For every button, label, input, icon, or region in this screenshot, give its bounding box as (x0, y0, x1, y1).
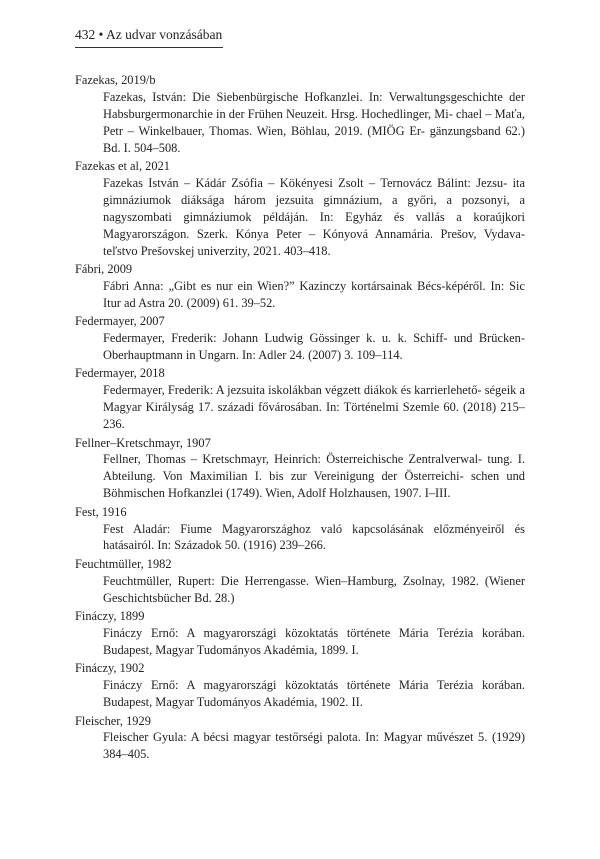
bibliography-list (75, 72, 525, 765)
citation-line: Federmayer, Frederik: Johann Ludwig Gössinger k. u. k. Schiff- und Brücken- (103, 331, 525, 346)
citation-line: Sic Itur ad Astra 20. (2009) 61. 39–52. (103, 278, 525, 310)
entry-citation (75, 330, 525, 364)
entry-key: Federmayer, 2018 (75, 366, 165, 381)
entry-key: Federmayer, 2007 (75, 314, 165, 329)
citation-line: Fazekas, István: Die Siebenbürgische Hofkanzlei. In: Verwaltungsgeschichte (103, 89, 503, 104)
entry-key: Fellner–Kretschmayr, 1907 (75, 435, 211, 450)
citation-line: Federmayer, Frederik: A jezsuita iskolákban végzett diákok és karrierlehető- (103, 383, 482, 398)
citation-line: Fellner, Thomas – Kretschmayr, Heinrich: Österreichische Zentralverwal- (103, 452, 483, 467)
entry-key: Fazekas, 2019/b (75, 73, 156, 87)
entry-citation (75, 175, 525, 260)
citation-line: ségeik a Magyar Királyság 17. századi fővárosában. In: Történelmi Szemle 60. (103, 383, 525, 415)
citation-line: hatásairól. In: Századok 50. (1916) 239–266. (103, 538, 326, 553)
header-rule (75, 47, 223, 48)
entry-key: Fináczy, 1899 (75, 609, 145, 624)
entry-citation (75, 729, 525, 763)
citation-line: Budapest, Magyar Tudományos Akadémia, 1899. I. (103, 642, 359, 657)
bibliography-entry (75, 313, 525, 364)
entry-citation (75, 451, 525, 502)
citation-line: Magyarországon. Szerk. Kónya Peter – Kónyová Annamária. Prešov, Vydava- (103, 226, 525, 241)
citation-line: Feuchtmüller, Rupert: Die Herrengasse. Wien–Hamburg, Zsolnay, 1982. (103, 573, 479, 588)
entry-key: Fináczy, 1902 (75, 661, 145, 676)
citation-line: Fináczy Ernő: A magyarországi közoktatás története Mária Terézia korában. (103, 626, 525, 640)
citation-line: gänzungsband 62.) Bd. I. 504–508. (103, 123, 525, 155)
entry-key: Feuchtmüller, 1982 (75, 556, 172, 571)
citation-line: Fábri Anna: „Gibt es nur ein Wien?” Kazinczy kortársainak Bécs-képéről. In: (103, 278, 505, 293)
bibliography-entry (75, 608, 525, 659)
entry-key: Fazekas et al, 2021 (75, 159, 170, 174)
citation-line: Fest Aladár: Fiume Magyarországhoz való kapcsolásának előzményeiről és (103, 521, 525, 536)
citation-line: teľstvo Prešovskej univerzity, 2021. 403–418. (103, 243, 331, 258)
entry-key: Fábri, 2009 (75, 261, 133, 276)
entry-citation (75, 89, 525, 157)
entry-citation (75, 278, 525, 312)
bibliography-entry (75, 435, 525, 503)
page-number: 432 (75, 27, 96, 42)
citation-line: schen und Böhmischen Hofkanzlei (1749). Wien, Adolf Holzhausen, 1907. (103, 469, 525, 501)
citation-line: chael – Maťa, Petr – Winkelbauer, Thomas. Wien, Böhlau, 2019. (MIÖG Er- (103, 106, 525, 138)
citation-line: Budapest, Magyar Tudományos Akadémia, 1902. II. (103, 695, 363, 710)
bibliography-entry (75, 261, 525, 312)
citation-line: (Wiener Geschichtsbücher Bd. 28.) (103, 573, 525, 605)
citation-line: (1929) 384–405. (103, 730, 525, 762)
bibliography-entry (75, 504, 525, 555)
bibliography-entry (75, 365, 525, 433)
citation-line: I–III. (424, 486, 451, 501)
citation-line: ita gimnáziumok diáksága három jezsuita gimnázium, a győri, a pozsonyi, (103, 175, 525, 207)
entry-citation (75, 521, 525, 555)
entry-key: Fest, 1916 (75, 504, 127, 519)
entry-citation (75, 677, 525, 711)
entry-key: Fleischer, 1929 (75, 713, 151, 728)
citation-line: (2018) 215–236. (103, 400, 525, 432)
citation-line: der Habsburgermonarchie in der Frühen Neuzeit. Hrsg. Hochedlinger, Mi- (103, 89, 525, 121)
entry-citation (75, 382, 525, 433)
bibliography-entry (75, 556, 525, 607)
citation-line: Fazekas István – Kádár Zsófia – Kökényesi Zsolt – Ternovácz Bálint: Jezsu- (103, 175, 508, 190)
entry-citation (75, 625, 525, 659)
citation-line: Fináczy Ernő: A magyarországi közoktatás története Mária Terézia korában. (103, 678, 525, 693)
header-separator: • (98, 27, 104, 42)
citation-line: Oberhauptmann in Ungarn. In: Adler 24. (2007) 3. 109–114. (103, 348, 403, 362)
bibliography-entry (75, 713, 525, 764)
running-head (75, 26, 525, 44)
citation-line: a nagyszombati gimnáziumok példáján. In: Egyház és vallás a koraújkori (103, 192, 525, 224)
citation-line: Fleischer Gyula: A bécsi magyar testőrségi palota. In: Magyar művészet 5. (103, 730, 488, 745)
bibliography-entry (75, 660, 525, 711)
bibliography-entry (75, 158, 525, 259)
bibliography-entry (75, 72, 525, 157)
citation-line: tung. I. Abteilung. Von Maximilian I. bis zur Vereinigung der Österreichi- (103, 452, 525, 484)
entry-citation (75, 573, 525, 607)
chapter-title: Az udvar vonzásában (106, 27, 223, 42)
